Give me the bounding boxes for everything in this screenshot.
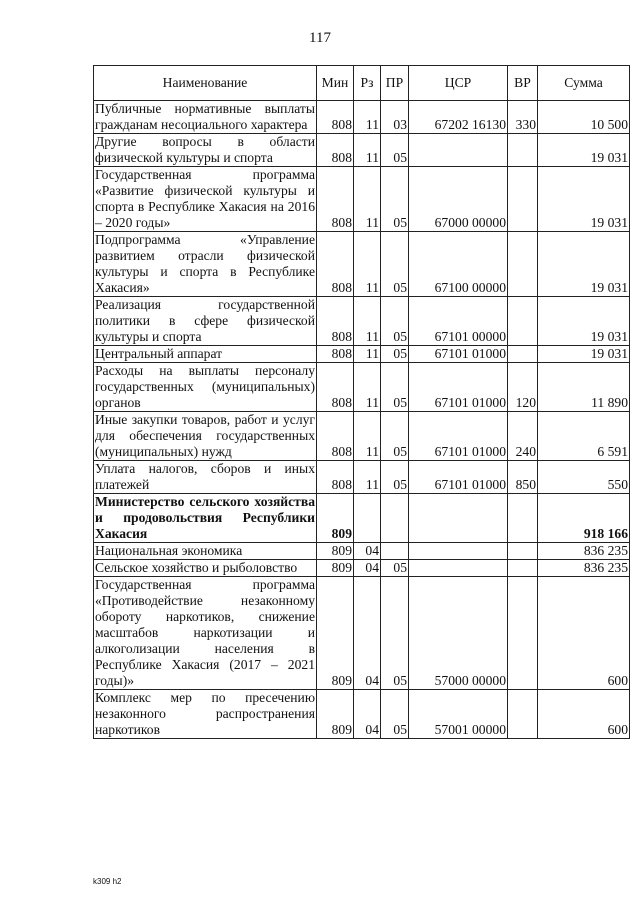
header-rz: Рз bbox=[354, 66, 381, 101]
cell-sum: 600 bbox=[538, 690, 630, 739]
cell-sum: 836 235 bbox=[538, 560, 630, 577]
cell-vr: 850 bbox=[508, 461, 538, 494]
cell-rz: 11 bbox=[354, 363, 381, 412]
cell-csr bbox=[409, 494, 508, 543]
cell-sum: 19 031 bbox=[538, 232, 630, 297]
table-row bbox=[94, 560, 630, 577]
cell-name: Подпрограмма «Управление развитием отрасли физической культуры и спорта в Республике Хакасия» bbox=[95, 232, 315, 295]
header-min: Мин bbox=[317, 66, 354, 101]
cell-min: 809 bbox=[317, 690, 354, 739]
cell-pr: 05 bbox=[381, 232, 409, 297]
cell-name: Государственная программа «Развитие физической культуры и спорта в Республике Хакасия на 2016 – 2020 годы» bbox=[95, 167, 315, 230]
cell-sum: 19 031 bbox=[538, 134, 630, 167]
cell-vr: 330 bbox=[508, 101, 538, 134]
cell-name: Расходы на выплаты персоналу государственных (муниципальных) органов bbox=[95, 363, 315, 410]
cell-min: 808 bbox=[317, 167, 354, 232]
cell-csr: 67101 00000 bbox=[409, 297, 508, 346]
table-row bbox=[94, 297, 630, 346]
header-sum: Сумма bbox=[538, 66, 630, 101]
cell-pr bbox=[381, 543, 409, 560]
header-csr: ЦСР bbox=[409, 66, 508, 101]
cell-name: Иные закупки товаров, работ и услуг для обеспечения государственных (муниципальных) нужд bbox=[95, 412, 315, 459]
cell-min: 809 bbox=[317, 494, 354, 543]
cell-sum: 6 591 bbox=[538, 412, 630, 461]
cell-vr bbox=[508, 167, 538, 232]
cell-csr: 67202 16130 bbox=[409, 101, 508, 134]
cell-sum: 836 235 bbox=[538, 543, 630, 560]
cell-vr bbox=[508, 232, 538, 297]
cell-sum: 10 500 bbox=[538, 101, 630, 134]
cell-vr bbox=[508, 577, 538, 690]
cell-sum: 11 890 bbox=[538, 363, 630, 412]
cell-min: 808 bbox=[317, 232, 354, 297]
cell-pr: 05 bbox=[381, 363, 409, 412]
cell-vr bbox=[508, 690, 538, 739]
cell-rz: 04 bbox=[354, 543, 381, 560]
cell-csr: 67101 01000 bbox=[409, 363, 508, 412]
cell-pr: 03 bbox=[381, 101, 409, 134]
cell-csr: 57001 00000 bbox=[409, 690, 508, 739]
cell-sum: 19 031 bbox=[538, 297, 630, 346]
cell-min: 808 bbox=[317, 101, 354, 134]
cell-min: 808 bbox=[317, 461, 354, 494]
table-row bbox=[94, 543, 630, 560]
table-row bbox=[94, 363, 630, 412]
cell-rz bbox=[354, 494, 381, 543]
cell-pr: 05 bbox=[381, 461, 409, 494]
cell-vr bbox=[508, 543, 538, 560]
table-header-row bbox=[94, 66, 630, 101]
cell-min: 808 bbox=[317, 134, 354, 167]
cell-csr bbox=[409, 134, 508, 167]
cell-vr bbox=[508, 494, 538, 543]
table-row bbox=[94, 461, 630, 494]
header-name: Наименование bbox=[94, 66, 317, 101]
cell-rz: 04 bbox=[354, 560, 381, 577]
cell-csr: 67101 01000 bbox=[409, 412, 508, 461]
cell-csr bbox=[409, 560, 508, 577]
cell-csr: 67101 01000 bbox=[409, 346, 508, 363]
cell-pr: 05 bbox=[381, 412, 409, 461]
cell-min: 808 bbox=[317, 297, 354, 346]
cell-vr: 240 bbox=[508, 412, 538, 461]
cell-sum: 600 bbox=[538, 577, 630, 690]
cell-csr: 67100 00000 bbox=[409, 232, 508, 297]
cell-name: Реализация государственной политики в сфере физической культуры и спорта bbox=[95, 297, 315, 344]
cell-min: 808 bbox=[317, 346, 354, 363]
cell-min: 809 bbox=[317, 543, 354, 560]
cell-name: Министерство сельского хозяйства и продовольствия Республики Хакасия bbox=[95, 494, 315, 541]
cell-sum: 550 bbox=[538, 461, 630, 494]
cell-min: 809 bbox=[317, 560, 354, 577]
cell-sum: 19 031 bbox=[538, 167, 630, 232]
cell-csr: 67000 00000 bbox=[409, 167, 508, 232]
table-row bbox=[94, 494, 630, 543]
cell-name: Уплата налогов, сборов и иных платежей bbox=[95, 461, 315, 492]
cell-csr: 57000 00000 bbox=[409, 577, 508, 690]
cell-min: 808 bbox=[317, 412, 354, 461]
cell-rz: 04 bbox=[354, 577, 381, 690]
cell-vr: 120 bbox=[508, 363, 538, 412]
cell-name: Другие вопросы в области физической культуры и спорта bbox=[95, 134, 315, 165]
cell-pr: 05 bbox=[381, 346, 409, 363]
cell-name: Комплекс мер по пресечению незаконного распространения наркотиков bbox=[95, 690, 315, 737]
header-vr: ВР bbox=[508, 66, 538, 101]
cell-pr: 05 bbox=[381, 297, 409, 346]
header-pr: ПР bbox=[381, 66, 409, 101]
cell-pr: 05 bbox=[381, 560, 409, 577]
table-row bbox=[94, 412, 630, 461]
footer-code: k309 h2 bbox=[93, 877, 122, 886]
cell-pr: 05 bbox=[381, 167, 409, 232]
cell-min: 809 bbox=[317, 577, 354, 690]
cell-csr: 67101 01000 bbox=[409, 461, 508, 494]
cell-pr: 05 bbox=[381, 577, 409, 690]
cell-rz: 11 bbox=[354, 101, 381, 134]
cell-name: Публичные нормативные выплаты гражданам несоциального характера bbox=[95, 101, 315, 132]
cell-min: 808 bbox=[317, 363, 354, 412]
cell-pr bbox=[381, 494, 409, 543]
cell-vr bbox=[508, 346, 538, 363]
page-number: 117 bbox=[309, 30, 331, 46]
cell-name: Национальная экономика bbox=[94, 543, 317, 560]
table-row bbox=[94, 167, 630, 232]
cell-rz: 11 bbox=[354, 232, 381, 297]
table-row bbox=[94, 232, 630, 297]
cell-name: Государственная программа «Противодействие незаконному обороту наркотиков, снижение масштабов наркотизации и алкоголизации населения в Республике Хакасия (2017 – 2021 годы)» bbox=[95, 577, 315, 688]
table-row bbox=[94, 577, 630, 690]
cell-rz: 11 bbox=[354, 461, 381, 494]
cell-vr bbox=[508, 297, 538, 346]
cell-csr bbox=[409, 543, 508, 560]
cell-rz: 11 bbox=[354, 134, 381, 167]
cell-vr bbox=[508, 560, 538, 577]
table-row bbox=[94, 690, 630, 739]
cell-rz: 11 bbox=[354, 167, 381, 232]
cell-name: Сельское хозяйство и рыболовство bbox=[94, 560, 317, 577]
table-row bbox=[94, 101, 630, 134]
cell-sum: 19 031 bbox=[538, 346, 630, 363]
table-row bbox=[94, 134, 630, 167]
cell-pr: 05 bbox=[381, 134, 409, 167]
cell-rz: 11 bbox=[354, 297, 381, 346]
cell-name: Центральный аппарат bbox=[94, 346, 317, 363]
table-row bbox=[94, 346, 630, 363]
cell-rz: 11 bbox=[354, 346, 381, 363]
budget-table bbox=[93, 65, 630, 739]
cell-rz: 04 bbox=[354, 690, 381, 739]
cell-sum: 918 166 bbox=[538, 494, 630, 543]
cell-pr: 05 bbox=[381, 690, 409, 739]
cell-vr bbox=[508, 134, 538, 167]
cell-rz: 11 bbox=[354, 412, 381, 461]
